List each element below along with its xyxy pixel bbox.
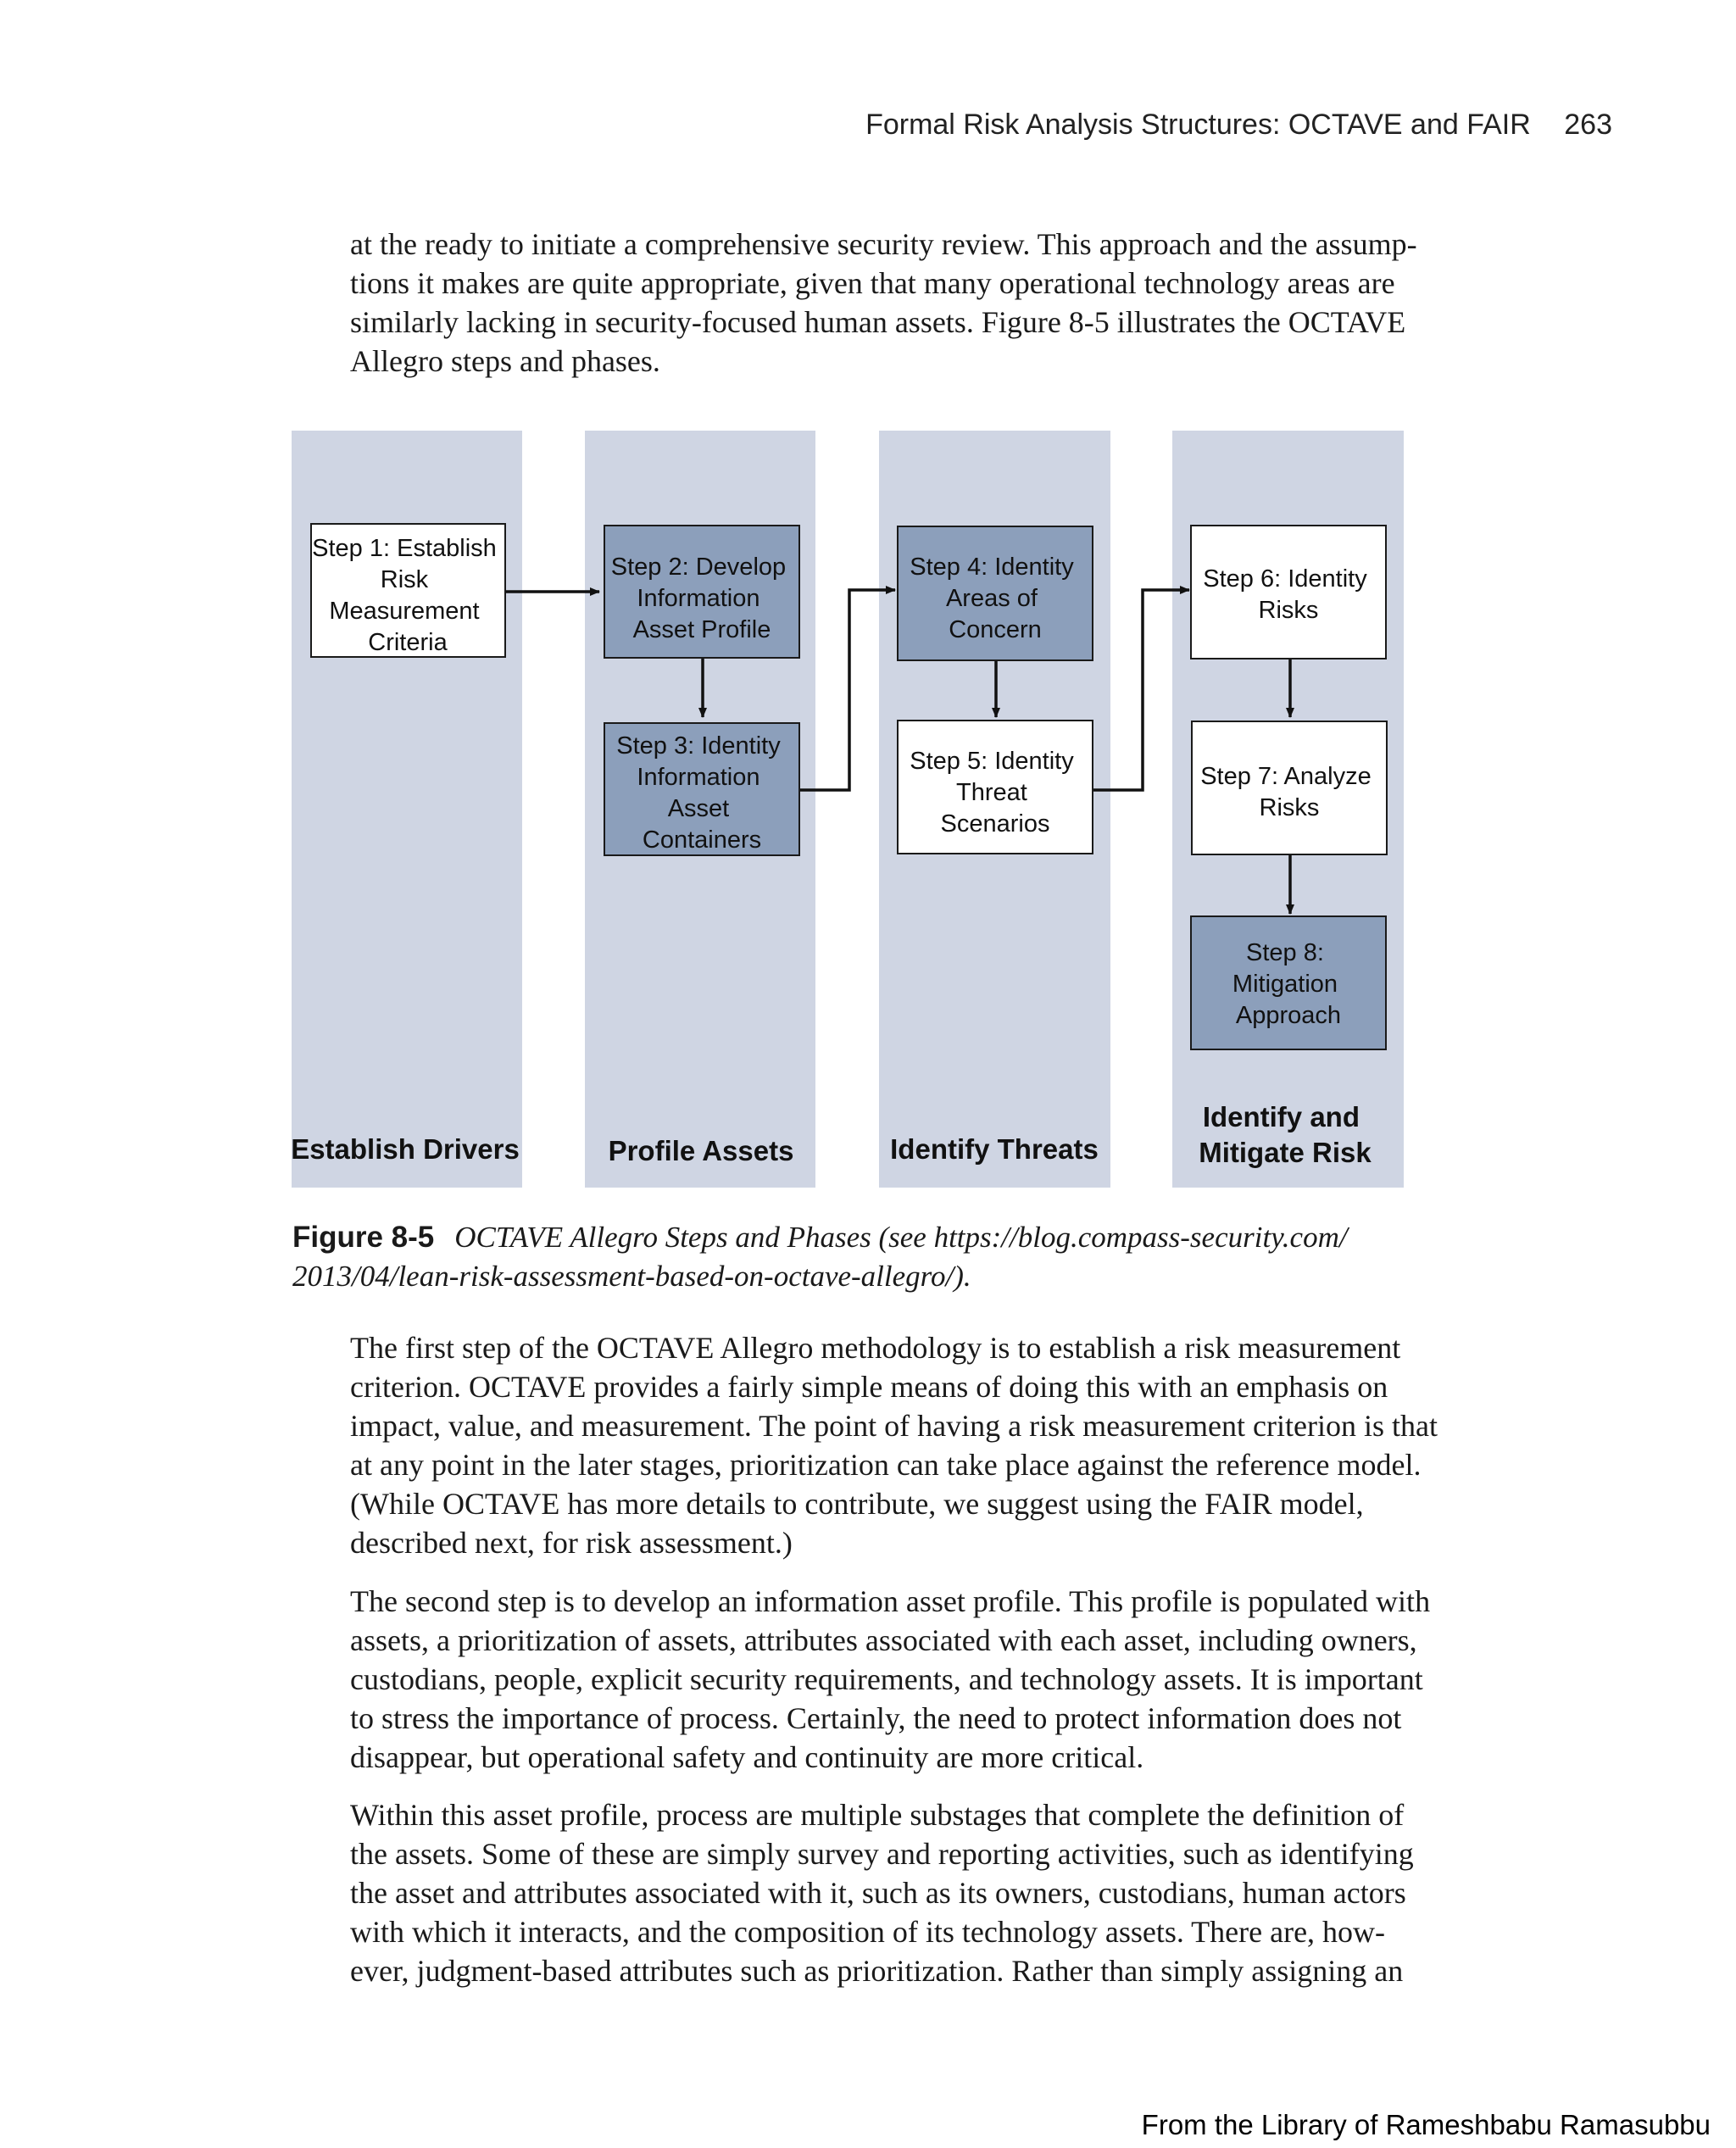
step-1-line: Measurement <box>329 598 480 625</box>
step-8-label <box>1232 939 1344 1029</box>
body-paragraph <box>350 1328 1486 1562</box>
text-line: criterion. OCTAVE provides a fairly simple means of doing this with an emphasis on <box>350 1370 1388 1404</box>
text-line: The first step of the OCTAVE Allegro methodology is to establish a risk measurement <box>350 1331 1401 1365</box>
step-7-line: Risks <box>1259 794 1320 821</box>
step-3-line: Asset <box>667 795 730 822</box>
text-line: The second step is to develop an information asset profile. This profile is populated with <box>350 1584 1431 1618</box>
step-8-line: Step 8: <box>1246 939 1324 966</box>
step-4-line: Step 4: Identity <box>910 554 1074 581</box>
step-8-line: Approach <box>1235 1002 1342 1029</box>
step-3-line: Information <box>637 764 760 791</box>
text-line: assets, a prioritization of assets, attributes associated with each asset, including owners, <box>350 1623 1417 1657</box>
text-line: (While OCTAVE has more details to contribute, we suggest using the FAIR model, <box>350 1487 1364 1521</box>
caption-line: 2013/04/lean-risk-assessment-based-on-octave-allegro/). <box>292 1260 971 1293</box>
step-7-line: Step 7: Analyze <box>1200 763 1372 790</box>
text-line: Allegro steps and phases. <box>350 344 660 378</box>
step-5-line: Step 5: Identity <box>910 748 1074 775</box>
figure-caption <box>292 1218 1496 1296</box>
caption-line: OCTAVE Allegro Steps and Phases (see https://blog.compass-security.com/ <box>454 1221 1348 1254</box>
library-footer: From the Library of Rameshbabu Ramasubbu <box>1141 2109 1711 2140</box>
phase-label-line: Establish Drivers <box>291 1133 520 1165</box>
text-line: at any point in the later stages, prioritization can take place against the reference model. <box>350 1448 1422 1482</box>
step-6-line: Risks <box>1258 597 1319 624</box>
phase-label-identify-threats <box>890 1133 1099 1165</box>
step-1-line: Risk <box>380 566 429 593</box>
step-2-label <box>611 554 793 643</box>
step-2-line: Step 2: Develop <box>610 554 787 581</box>
step-2-line: Information <box>637 585 760 612</box>
step-3-line: Step 3: Identity <box>616 732 781 760</box>
step-5-line: Scenarios <box>940 810 1050 837</box>
step-4-line: Concern <box>949 616 1042 643</box>
phase-label-line: Identify and <box>1202 1101 1360 1132</box>
body-paragraph <box>350 1795 1486 1990</box>
text-line: the asset and attributes associated with it, such as its owners, custodians, human actors <box>350 1876 1406 1910</box>
phase-label-line: Identify Threats <box>890 1133 1099 1165</box>
phase-label-profile-assets <box>609 1135 794 1166</box>
step-1-line: Step 1: Establish <box>312 535 497 562</box>
text-line: custodians, people, explicit security requirements, and technology assets. It is important <box>350 1662 1423 1696</box>
text-line: the assets. Some of these are simply survey and reporting activities, such as identifying <box>350 1837 1414 1871</box>
text-line: ever, judgment-based attributes such as prioritization. Rather than simply assigning an <box>350 1954 1404 1988</box>
text-line: with which it interacts, and the composition of its technology assets. There are, how- <box>350 1915 1386 1949</box>
text-line: at the ready to initiate a comprehensive security review. This approach and the assump- <box>350 227 1417 261</box>
figure-label: Figure 8-5 <box>292 1221 435 1254</box>
text-line: described next, for risk assessment.) <box>350 1526 793 1560</box>
text-line: impact, value, and measurement. The point of having a risk measurement criterion is that <box>350 1409 1438 1443</box>
text-line: Within this asset profile, process are multiple substages that complete the definition of <box>350 1798 1405 1832</box>
step-8-line: Mitigation <box>1232 971 1338 998</box>
text-line: similarly lacking in security-focused human assets. Figure 8-5 illustrates the OCTAVE <box>350 305 1406 339</box>
step-1-line: Criteria <box>368 629 448 656</box>
page-number: 263 <box>1564 109 1612 141</box>
text-line: tions it makes are quite appropriate, given that many operational technology areas are <box>350 266 1395 300</box>
running-title: Formal Risk Analysis Structures: OCTAVE and FAIR <box>865 109 1531 141</box>
text-line: to stress the importance of process. Certainly, the need to protect information does not <box>350 1701 1402 1735</box>
body-paragraph <box>350 1582 1486 1777</box>
step-6-line: Step 6: Identity <box>1203 565 1367 593</box>
step-4-line: Areas of <box>945 585 1038 612</box>
step-3-line: Containers <box>642 826 762 854</box>
phase-label-establish-drivers <box>291 1133 520 1165</box>
phase-label-line: Profile Assets <box>608 1135 794 1166</box>
step-2-line: Asset Profile <box>632 616 771 643</box>
phase-label-line: Mitigate Risk <box>1199 1137 1372 1168</box>
text-line: disappear, but operational safety and continuity are more critical. <box>350 1740 1144 1774</box>
step-5-line: Threat <box>956 779 1027 806</box>
